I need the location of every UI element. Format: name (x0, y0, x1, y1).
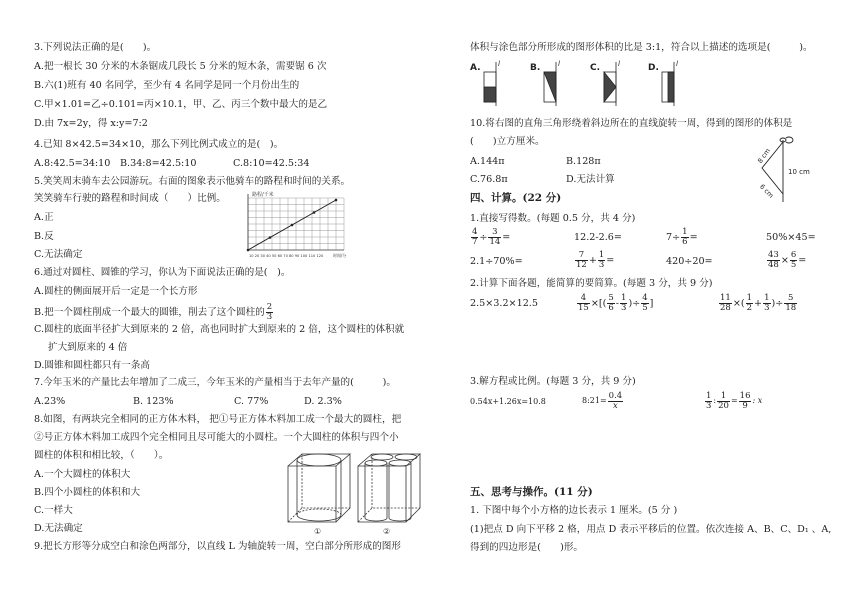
q6-option-c-line1: C.圆柱的底面半径扩大到原来的 2 倍，高也同时扩大到原来的 2 倍，这个圆柱的体积就 (34, 324, 405, 335)
right-column (430, 0, 860, 608)
fraction-num: 1 (621, 293, 627, 303)
calc-r1c4: 50%×45= (766, 232, 816, 243)
fraction (717, 392, 730, 411)
calc-expr-3 (718, 293, 798, 315)
fraction (767, 251, 780, 270)
q3-option-c: C.甲×1.01=乙÷0.101=丙×10.1，甲、乙、丙三个数中最大的是乙 (34, 99, 328, 110)
fraction-num: 1 (764, 293, 770, 303)
q8-stem-line1: 8.如图，有两块完全相同的正方体木料， 把①号正方体木料加工成一个最大的圆柱，把 (34, 414, 402, 425)
q9-label-c: C. (590, 63, 601, 73)
calc-r2c3: 420÷20= (666, 256, 713, 267)
equals: = (606, 255, 615, 266)
fraction-den: 14 (489, 237, 501, 247)
fraction (763, 294, 770, 313)
q3-option-a: A.把一根长 30 分米的木条锯成几段长 5 分米的短木条，需要锯 6 次 (34, 61, 327, 72)
q8-stem-line3: 圆柱的体积和相比较，（ ）。 (34, 450, 169, 461)
fraction-den: 3 (621, 303, 627, 313)
q10-stem-line1: 10.将右图的直角三角形绕着斜边所在的直线旋转一周，得到的图形的体积是 (470, 118, 793, 129)
calc-r2c2 (574, 251, 614, 271)
q5-stem-line2: 笑笑骑车行驶的路程和时间成（ ）比例。 (34, 193, 226, 204)
fraction-num: 1 (706, 390, 712, 401)
fraction-den: 3 (266, 312, 273, 322)
equation-text: : x (752, 396, 763, 405)
q8-option-b: B.四个小圆柱的体积和大 (34, 487, 141, 498)
distance-time-graph (236, 190, 356, 260)
q4-option-a: A.8:42.5=34:10 (34, 158, 111, 169)
fraction-num: 4 (577, 294, 590, 304)
q7-option-b: B. 123% (133, 396, 174, 407)
calc-r1c1 (470, 228, 510, 248)
graph-x-ticks: 10 20 30 40 50 60 70 80 90 100 110 120 (249, 254, 324, 258)
fraction (607, 294, 614, 313)
fraction-den: 48 (768, 260, 779, 270)
q9-label-d: D. (648, 63, 659, 73)
fraction-den: 6 (682, 237, 688, 247)
fraction-den: 2 (746, 303, 753, 313)
section-4-title: 四、计算。(22 分) (470, 192, 562, 204)
equation-3 (704, 390, 762, 412)
q10-option-b: B.128π (566, 156, 601, 167)
fraction (266, 303, 273, 322)
calc-expr-1: 2.5×3.2×12.5 (470, 298, 538, 309)
calc-r1c3 (666, 228, 698, 248)
fraction-den: 18 (785, 303, 797, 313)
equals: = (689, 232, 698, 243)
right-triangle-figure (748, 134, 828, 206)
q7-option-d: D. 2.3% (304, 396, 342, 407)
equals: = (502, 232, 511, 243)
fraction-num: 1 (717, 392, 730, 402)
fraction (608, 392, 624, 411)
fraction-den: 3 (706, 400, 712, 411)
operator: ] (649, 298, 654, 309)
figure-label-1: ① (314, 527, 322, 536)
fraction-den: 6 (608, 303, 614, 313)
fraction (719, 294, 732, 313)
q9-option-figures (470, 58, 710, 108)
q5-option-a: A.正 (34, 212, 54, 223)
q5-option-b: B.反 (34, 231, 54, 242)
q9-label-a: A. (470, 63, 481, 73)
fraction-num: 5 (608, 293, 614, 303)
fraction (705, 392, 712, 411)
fraction-den: 5 (790, 260, 797, 270)
q4-option-b: B.34:8=42.5:10 (120, 158, 197, 169)
operator: )÷ (628, 298, 641, 309)
axis-label: l (558, 60, 560, 68)
fraction (739, 392, 752, 411)
fraction-den: 12 (576, 260, 587, 270)
equals: = (798, 255, 807, 266)
fraction-den: 7 (472, 237, 478, 247)
section-5-part1: 1. 下图中每个小方格的边长表示 1 厘米。(5 分 ) (470, 505, 678, 516)
graph-x-label: 时间/分 (333, 253, 347, 258)
operator: )÷ (771, 298, 784, 309)
q10-option-a: A.144π (470, 156, 505, 167)
section-4-part1: 1.直接写得数。(每题 0.5 分，共 4 分) (470, 213, 636, 224)
q9-stem: 9.把长方形等分成空白和涂色两部分，以直线 L 为轴旋转一周，空白部分所形成的图形 (34, 541, 401, 552)
q7-option-a: A.23% (34, 396, 66, 407)
q3-option-b: B.六(1)班有 40 名同学，至少有 4 名同学是同一个月份出生的 (34, 80, 300, 91)
q6-stem: 6.通过对圆柱、圆锥的学习，你认为下面说法正确的是( )。 (34, 267, 291, 278)
fraction (641, 294, 648, 313)
q5-stem-line1: 5.笑笑周末骑车去公园游玩。右面的图象表示他骑车的路程和时间的关系。 (34, 176, 351, 187)
fraction (620, 294, 627, 313)
q8-option-a: A.一个大圆柱的体积大 (34, 469, 131, 480)
q10-option-c: C.76.8π (470, 174, 508, 185)
operator: + (588, 255, 597, 266)
fraction-num: 1 (682, 227, 688, 237)
fraction-den: 9 (742, 400, 748, 411)
fraction (577, 294, 590, 313)
fraction-num: 4 (642, 293, 648, 303)
graph-y-label: 路程/千米 (252, 192, 274, 198)
q8-stem-line2: ②号正方体木料加工成四个完全相同且尽可能大的小圆柱。一个大圆柱的体积与四个小 (34, 432, 399, 443)
calc-expr-2 (576, 293, 653, 315)
fraction (575, 251, 588, 270)
side-label-8: 8 cm (756, 146, 772, 165)
q6-option-b (34, 303, 274, 322)
axis-label: l (498, 60, 500, 68)
fraction-num: 5 (784, 294, 797, 304)
fraction-num: 16 (739, 390, 751, 401)
section-5-part2: (1)把点 D 向下平移 2 格，用点 D 表示平移后的位置。依次连接 A、B、C、D₁ 、A, (470, 524, 832, 535)
fraction (790, 251, 797, 270)
operator: ÷ (479, 232, 488, 243)
calc-r2c1: 2.1÷70%= (470, 256, 523, 267)
calc-r1c2: 12.2-2.6= (574, 232, 622, 243)
q4-stem: 4.已知 8×42.5=34×10，那么下列比例式成立的是( )。 (34, 139, 284, 150)
calc-r2c4 (766, 251, 806, 271)
equation-2 (582, 390, 624, 412)
q4-option-c: C.8:10=42.5:34 (233, 158, 310, 169)
fraction-den: 20 (718, 400, 729, 411)
q8-option-d: D.无法确定 (34, 523, 83, 534)
q7-stem: 7.今年玉米的产量比去年增加了二成三，今年玉米的产量相当于去年产量的( )。 (34, 377, 397, 388)
fraction (471, 228, 478, 247)
section-4-part2: 2.计算下面各题，能简算的要简算。(每题 3 分，共 9 分) (470, 278, 713, 289)
operator: × (780, 255, 789, 266)
q10-stem-line2: ( )立方厘米。 (470, 136, 545, 147)
operator: : (713, 396, 717, 405)
fraction-num: 7 (575, 251, 588, 261)
fraction-den: x (613, 400, 618, 411)
q8-option-c: C.一样大 (34, 505, 73, 516)
q3-option-d: D.由 7x=2y，得 x:y=7:2 (34, 118, 148, 129)
operator: + (754, 298, 763, 309)
fraction-den: 28 (720, 303, 731, 313)
q7-option-c: C. 77% (234, 396, 269, 407)
fraction-num: 1 (598, 250, 605, 260)
fraction-num: 6 (790, 250, 797, 260)
operator: ×( (732, 298, 745, 309)
q9-stem-continued: 体积与涂色部分所形成的图形体积的比是 3:1，符合以上描述的选项是( )。 (470, 42, 813, 53)
fraction (598, 251, 605, 270)
q5-option-c: C.无法确定 (34, 249, 83, 260)
equation-text: 8:21= (582, 396, 607, 405)
section-5-title: 五、思考与操作。(11 分) (470, 486, 593, 498)
operator: ×[( (590, 298, 607, 309)
q9-label-b: B. (530, 63, 541, 73)
fraction-num: 43 (768, 250, 779, 260)
fraction (681, 228, 688, 247)
fraction-num: 1 (746, 293, 753, 303)
fraction (488, 228, 501, 247)
hypotenuse-label: 10 cm (788, 168, 810, 176)
side-label-6: 6 cm (758, 182, 776, 200)
axis-label: l (676, 60, 678, 68)
expression-text: 7÷ (666, 232, 681, 243)
operator: = (730, 396, 738, 405)
fraction-num: 4 (472, 227, 478, 237)
operator: - (615, 298, 620, 309)
q6-option-d: D.圆锥和圆柱都只有一条高 (34, 360, 150, 371)
fraction-den: 5 (642, 303, 648, 313)
q6-option-a: A.圆柱的侧面展开后一定是一个长方形 (34, 286, 198, 297)
fraction-num: 3 (488, 228, 501, 238)
fraction-num: 11 (720, 293, 731, 303)
fraction-den: 3 (764, 303, 770, 313)
q3-stem: 3.下列说法正确的是( )。 (34, 42, 157, 53)
fraction-den: 15 (578, 303, 589, 313)
q6-option-c-line2: 扩大到原来的 4 倍 (48, 342, 128, 353)
fraction (784, 294, 797, 313)
fraction (746, 294, 753, 313)
section-5-part3: 得到的四边形是( )形。 (470, 542, 584, 553)
fraction-num: 0.4 (608, 390, 623, 401)
figure-label-2: ② (383, 527, 391, 536)
q6-option-b-text: B.把一个圆柱削成一个最大的圆锥，削去了这个圆柱的 (34, 307, 265, 318)
axis-label: l (618, 60, 620, 68)
equation-1: 0.54x+1.26x=10.8 (470, 397, 546, 406)
q10-option-d: D.无法计算 (566, 174, 615, 185)
fraction-den: 3 (598, 260, 605, 270)
fraction-num: 2 (266, 302, 273, 312)
cube-cylinder-figures (282, 444, 424, 538)
section-4-part3: 3.解方程或比例。(每题 3 分，共 9 分) (470, 376, 636, 387)
